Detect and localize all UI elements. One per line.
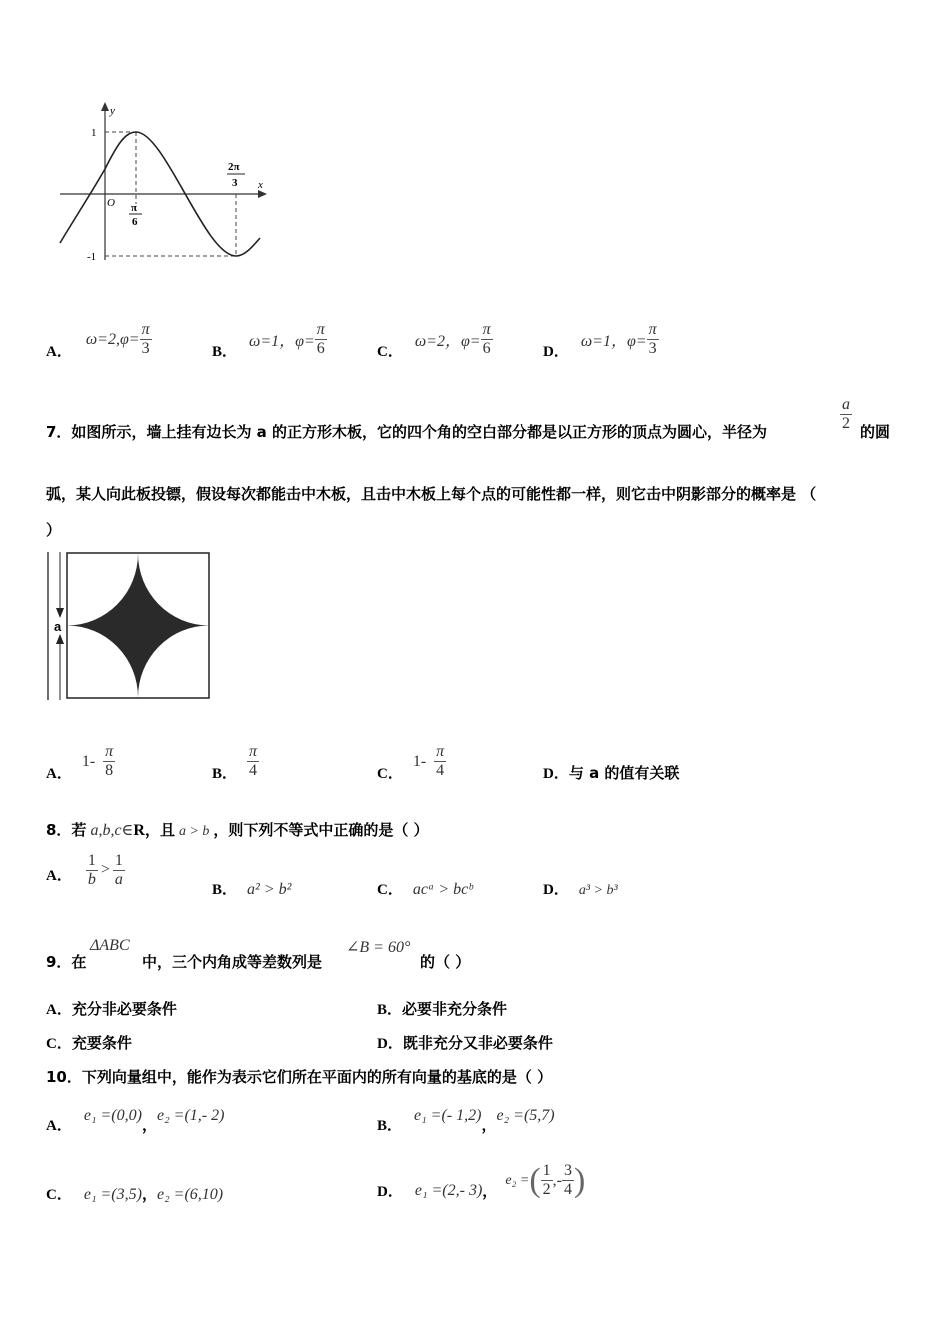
q8-option-c bbox=[377, 878, 473, 899]
option-label: D． bbox=[543, 344, 569, 360]
q9-option-c: C．充要条件 bbox=[46, 1034, 132, 1052]
q9-math2: ∠B = 60° bbox=[346, 939, 411, 956]
option-label: D． bbox=[543, 766, 569, 782]
x1-den: 6 bbox=[132, 216, 138, 228]
y-min-label: -1 bbox=[87, 251, 97, 263]
side-label: a bbox=[54, 619, 62, 634]
math: ω=2,φ= bbox=[85, 330, 140, 348]
q6-option-c: C． ω=2，φ= $\frac{\pi}{6}$ bbox=[377, 321, 491, 360]
math: a² > b² bbox=[247, 881, 292, 898]
option-label: B． bbox=[212, 882, 238, 898]
option-label: A． bbox=[46, 766, 72, 782]
option-label: B． bbox=[212, 344, 238, 360]
x-label: x bbox=[258, 179, 263, 191]
math: ω=1，φ= bbox=[249, 333, 315, 350]
origin-label: O bbox=[107, 197, 115, 209]
option-label: C． bbox=[377, 766, 403, 782]
option-label: A． bbox=[46, 344, 72, 360]
q9-option-b: B．必要非充分条件 bbox=[377, 1000, 508, 1018]
q8-stem: 8．若 a,b,c∈ R ，且 a > b ，则下列不等式中正确的是（ ） bbox=[46, 821, 429, 839]
y-label: y bbox=[110, 105, 115, 117]
q9-math1: ΔABC bbox=[90, 937, 130, 954]
q7-option-b: B． $\frac{\pi}{4}$ bbox=[212, 743, 258, 782]
q10-option-c: C． e₁ =(3,5) ， e₂ =(6,10) bbox=[46, 1185, 224, 1203]
q10-option-a: A． e₁ =(0,0) ， e₂ =(1,- 2) bbox=[46, 1107, 225, 1134]
q7-option-c: C． 1- $\frac{\pi}{4}$ bbox=[377, 743, 445, 782]
x-axis-arrow bbox=[258, 190, 267, 198]
q10-stem: 10．下列向量组中，能作为表示它们所在平面内的所有向量的基底的是（ ） bbox=[46, 1068, 553, 1086]
option-text: 与 a 的值有关联 bbox=[568, 764, 680, 782]
q7-line3: ） bbox=[46, 521, 62, 539]
q6-option-d: D． ω=1，φ= $\frac{\pi}{3}$ bbox=[543, 321, 657, 360]
q8-option-a: A． $\frac{1}{b}$ > $\frac{1}{a}$ bbox=[46, 852, 123, 888]
q10-option-d: D． e₁ =(2,- 3) ， e₂ = ( $\frac{1}{2}$ ,- $\frac{3}{4}$ ) bbox=[377, 1161, 586, 1200]
x1-num: π bbox=[131, 202, 138, 214]
option-label: A． bbox=[46, 867, 72, 884]
q6-option-b: B． ω=1，φ= $\frac{\pi}{6}$ bbox=[212, 321, 325, 360]
option-label: C． bbox=[377, 344, 403, 360]
q8-option-b bbox=[212, 878, 291, 899]
board-figure bbox=[44, 550, 214, 702]
math: acᵃ > bcᵇ bbox=[412, 881, 473, 898]
y-axis-arrow bbox=[101, 102, 109, 111]
q7-option-a: A． 1- $\frac{\pi}{8}$ bbox=[46, 743, 114, 782]
q7-line1: 7．如图所示，墙上挂有边长为 a 的正方形木板，它的四个角的空白部分都是以正方形的顶点为圆心，半径为 bbox=[46, 423, 768, 441]
math: 1- bbox=[412, 752, 427, 770]
option-label: D． bbox=[543, 882, 569, 898]
q8-option-d bbox=[543, 878, 618, 899]
option-label: B． bbox=[212, 766, 238, 782]
math: a³ > b³ bbox=[578, 883, 618, 898]
x2-den: 3 bbox=[232, 177, 238, 189]
x2-num: 2π bbox=[228, 161, 240, 173]
sine-graph bbox=[55, 100, 280, 270]
q7-option-d bbox=[543, 762, 679, 783]
q9-option-d: D．既非充分又非必要条件 bbox=[377, 1034, 553, 1052]
q9-option-a: A．充分非必要条件 bbox=[46, 1000, 177, 1018]
q9-post: 的（ ） bbox=[420, 953, 471, 971]
q9-mid: 中，三个内角成等差数列是 bbox=[142, 953, 323, 971]
q7-line1-end: 的圆 bbox=[860, 423, 891, 441]
math: ω=1，φ= bbox=[580, 333, 647, 350]
y-max-label: 1 bbox=[91, 127, 97, 139]
q9-pre: 9．在 bbox=[46, 953, 87, 971]
q6-option-a: A． ω=2,φ= $\frac{\pi}{3}$ bbox=[46, 321, 150, 360]
q7-line2: 弧，某人向此板投镖，假设每次都能击中木板，且击中木板上每个点的可能性都一样，则它击中阴影部分的概率是 （ bbox=[46, 485, 817, 503]
math: 1- bbox=[81, 752, 96, 770]
q10-option-b: B． e₁ =(- 1,2) ， e₂ =(5,7) bbox=[377, 1107, 555, 1134]
q7-frac: $\frac{a}{2}$ bbox=[842, 396, 850, 432]
option-label: C． bbox=[377, 882, 403, 898]
math: ω=2，φ= bbox=[414, 333, 481, 350]
